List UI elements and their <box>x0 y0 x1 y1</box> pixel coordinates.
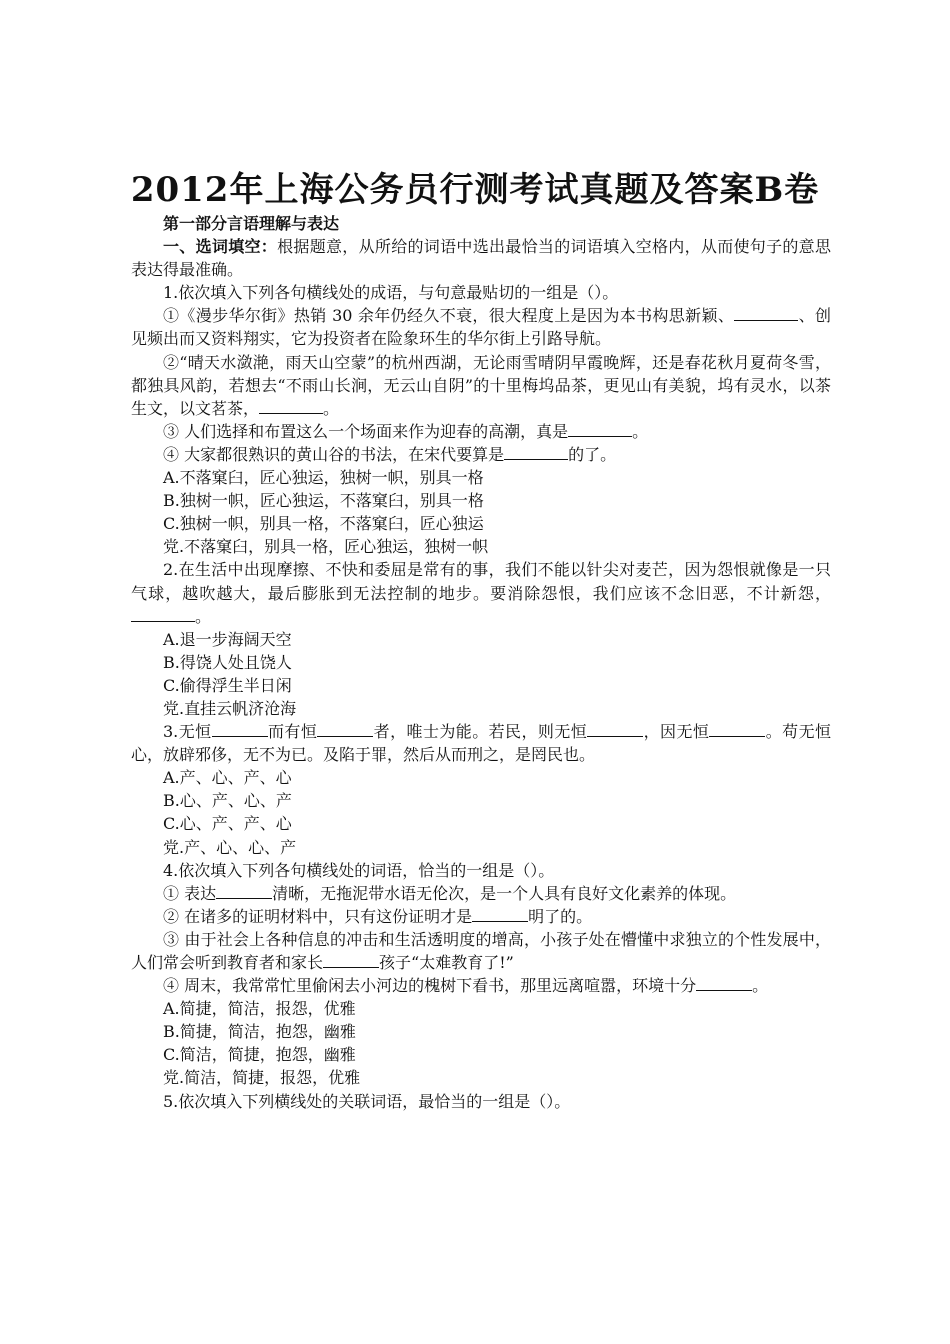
q4-sentence-1-part-a: ① 表达 <box>163 883 217 903</box>
q4-stem: 4.依次填入下列各句横线处的词语，恰当的一组是（）。 <box>163 860 555 880</box>
fill-blank <box>472 907 528 922</box>
q1-sentence-1 <box>131 304 831 350</box>
fill-blank <box>216 884 272 899</box>
fill-blank <box>317 722 373 737</box>
q1-option: 党.不落窠臼，别具一格，匠心独运，独树一帜 <box>163 537 489 557</box>
q3-stem-part: 而有恒 <box>267 722 318 742</box>
q3-option: B.心、产、心、产 <box>163 791 292 811</box>
fill-blank <box>587 722 643 737</box>
q1-sentence-2-part-a: ②“晴天水潋滟，雨天山空蒙”的杭州西湖，无论雨雪晴阴早霞晚辉，还是春花秋月夏荷冬雪，都独具风韵，若想去“不雨山长涧，无云山自阴”的十里梅坞品茶，更见山有美貌，坞有灵水，以茶生文，以文茗茶， <box>131 352 831 418</box>
q4-option: A.简捷，简洁，报怨，优雅 <box>163 999 356 1019</box>
q4-sentence-4-part-a: ④ 周末，我常常忙里偷闲去小河边的槐树下看书，那里远离喧嚣，环境十分 <box>163 976 697 996</box>
q4-sentence-3 <box>131 928 831 974</box>
q4-sentence-4-part-b: 。 <box>752 976 769 996</box>
instruction-text: 根据题意，从所给的词语中选出最恰当的词语填入空格内，从而使句子的意思表达得最准确。 <box>131 237 831 280</box>
q1-sentence-3 <box>131 420 831 443</box>
q2-option: 党.直挂云帆济沧海 <box>163 698 297 718</box>
q1-sentence-3-part-b: 。 <box>632 421 649 441</box>
q2-option: A.退一步海阔天空 <box>163 629 292 649</box>
q1-sentence-2 <box>131 351 831 420</box>
q1-option: C.独树一帜，别具一格，不落窠臼，匠心独运 <box>163 514 484 534</box>
q3-option: 党.产、心、心、产 <box>163 837 297 857</box>
q3-stem <box>131 720 831 766</box>
q3-stem-part: 者，唯士为能。若民，则无恒 <box>373 722 588 742</box>
q1-stem: 1.依次填入下列各句横线处的成语，与句意最贴切的一组是（）。 <box>163 283 619 303</box>
q3-stem-part: 。苟无恒心，放辟邪侈，无不为已。及陷于罪，然后从而刑之，是罔民也。 <box>131 722 831 765</box>
fill-blank <box>734 306 798 321</box>
q4-sentence-1-part-b: 清晰，无拖泥带水语无伦次，是一个人具有良好文化素养的体现。 <box>272 883 737 903</box>
q1-option: B.独树一帜，匠心独运，不落窠臼，别具一格 <box>163 491 484 511</box>
q2-stem-part-b: 。 <box>195 606 212 626</box>
q2-stem-part-a: 2.在生活中出现摩擦、不快和委屈是常有的事，我们不能以针尖对麦芒，因为怨恨就像是一只气球，越吹越大，最后膨胀到无法控制的地步。要消除怨恨，我们应该不念旧恶，不计新怨， <box>131 560 831 603</box>
fill-blank <box>568 422 632 437</box>
q4-sentence-2-part-a: ② 在诸多的证明材料中，只有这份证明才是 <box>163 906 473 926</box>
fill-blank <box>709 722 765 737</box>
q4-option: C.简洁，简捷，抱怨，幽雅 <box>163 1045 356 1065</box>
q1-sentence-4-part-b: 的了。 <box>568 444 617 464</box>
q4-option: B.简捷，简洁，抱怨，幽雅 <box>163 1022 356 1042</box>
fill-blank <box>131 607 195 622</box>
q3-option: A.产、心、产、心 <box>163 768 292 788</box>
document-body <box>131 212 831 1113</box>
q3-stem-part: ，因无恒 <box>643 722 710 742</box>
q1-sentence-3-part-a: ③ 人们选择和布置这么一个场面来作为迎春的高潮，真是 <box>163 421 569 441</box>
fill-blank <box>323 953 379 968</box>
q1-sentence-2-part-b: 。 <box>323 398 340 418</box>
instruction-paragraph <box>131 235 831 281</box>
fill-blank <box>259 399 323 414</box>
q3-option: C.心、产、产、心 <box>163 814 292 834</box>
q4-sentence-4 <box>131 974 831 997</box>
q4-sentence-3-part-b: 孩子“太难教育了!” <box>379 953 514 972</box>
q2-stem <box>131 558 831 627</box>
q1-sentence-1-part-b: 、创见频出而又资料翔实，它为投资者在险象环生的华尔街上引路导航。 <box>131 306 831 349</box>
q5-stem: 5.依次填入下列横线处的关联词语，最恰当的一组是（）。 <box>163 1091 571 1111</box>
q4-sentence-3-part-a: ③ 由于社会上各种信息的冲击和生活透明度的增高，小孩子处在懵懂中求独立的个性发展中，人们常会听到教育者和家长 <box>131 929 831 972</box>
q1-option: A.不落窠臼，匠心独运，独树一帜，别具一格 <box>163 468 484 488</box>
section-heading: 第一部分言语理解与表达 <box>163 214 340 233</box>
q4-option: 党.简洁，简捷，报怨，优雅 <box>163 1068 361 1088</box>
q1-sentence-4-part-a: ④ 大家都很熟识的黄山谷的书法，在宋代要算是 <box>163 444 505 464</box>
fill-blank <box>504 445 568 460</box>
q1-sentence-4 <box>131 443 831 466</box>
q2-option: B.得饶人处且饶人 <box>163 652 292 672</box>
q4-sentence-1 <box>131 882 831 905</box>
q2-option: C.偷得浮生半日闲 <box>163 675 292 695</box>
fill-blank <box>212 722 268 737</box>
document-title: 2012年上海公务员行测考试真题及答案B卷 <box>130 170 820 210</box>
instruction-label: 一、选词填空： <box>163 237 278 257</box>
q4-sentence-2 <box>131 905 831 928</box>
q4-sentence-2-part-b: 明了的。 <box>528 906 593 926</box>
q3-stem-part: 3.无恒 <box>163 722 212 742</box>
q1-sentence-1-part-a: ①《漫步华尔街》热销 30 余年仍经久不衰，很大程度上是因为本书构思新颖、 <box>163 306 735 326</box>
fill-blank <box>696 976 752 991</box>
